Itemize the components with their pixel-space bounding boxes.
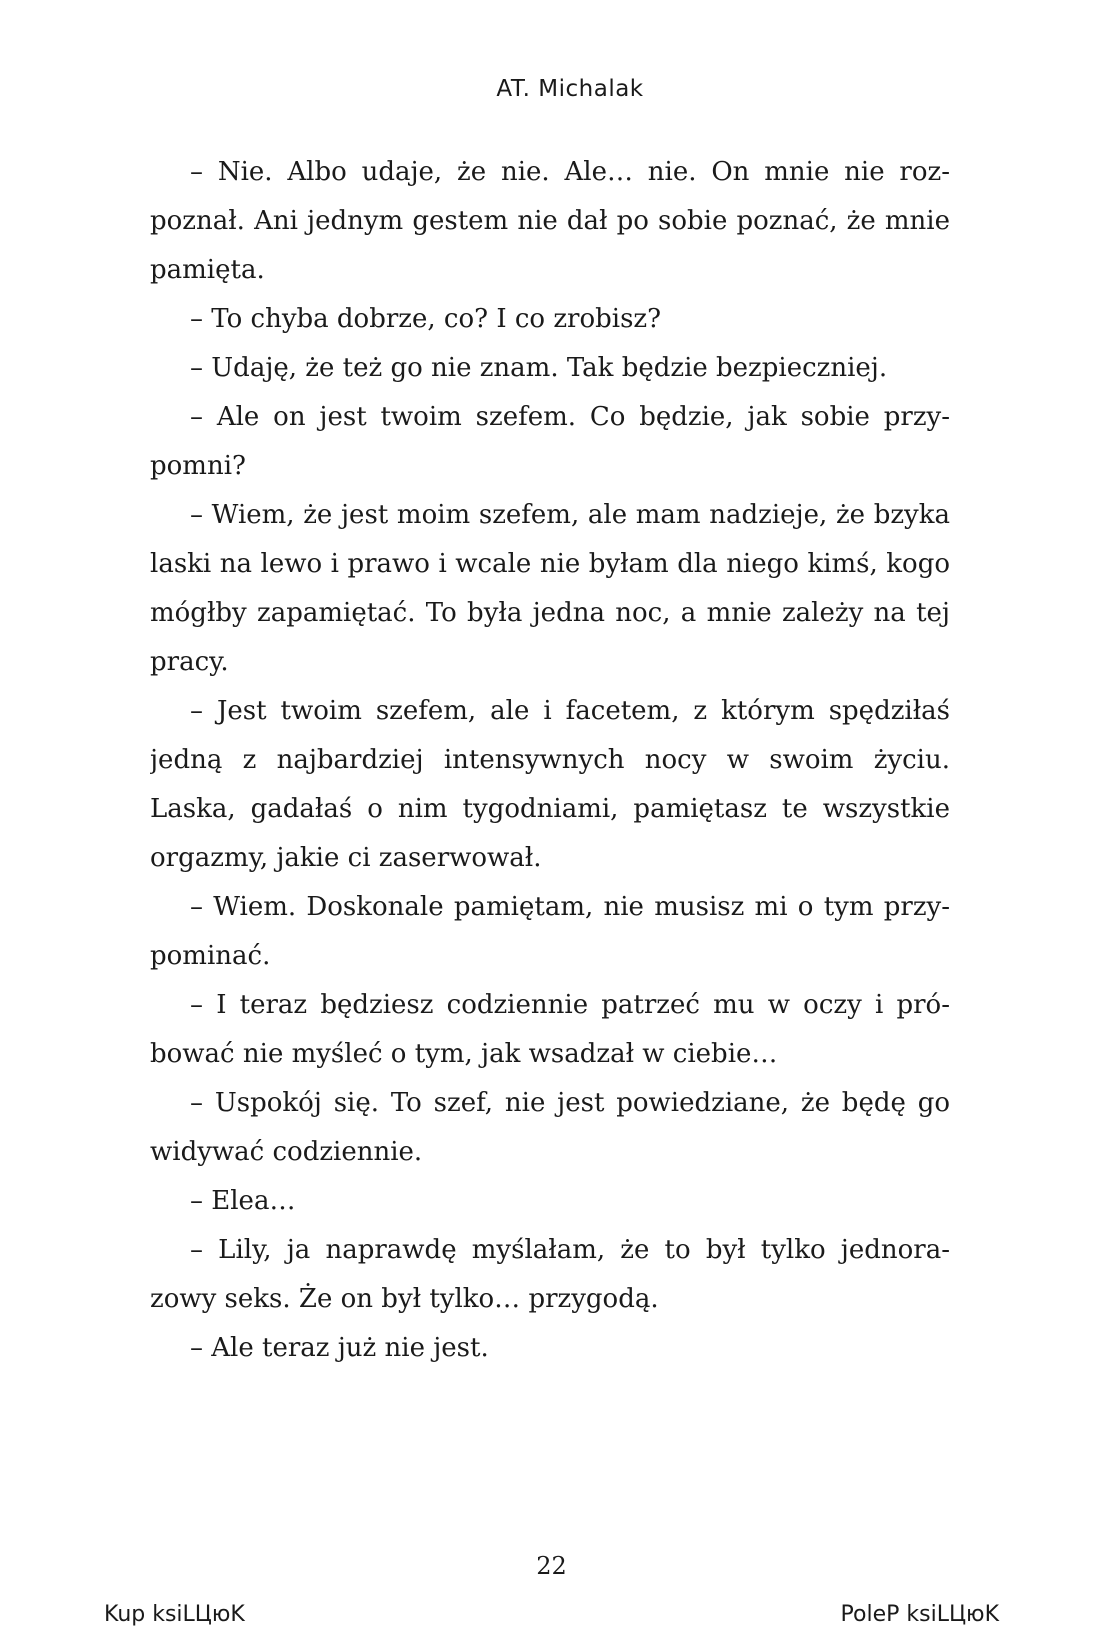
text-line: poznał. Ani jednym gestem nie dał po sobie poznać, że mnie [150,206,950,236]
text-line: – Wiem. Doskonale pamiętam, nie musisz mi o tym przy- [190,892,950,922]
text-line: orgazmy, jakie ci zaserwował. [150,843,542,873]
body-text [150,148,950,1373]
text-line: – Nie. Albo udaje, że nie. Ale… nie. On mnie nie roz- [190,157,950,187]
text-line: jedną z najbardziej intensywnych nocy w swoim życiu. [150,745,950,775]
text-line: zowy seks. Że on był tylko… przygodą. [150,1284,659,1314]
page-number: 22 [536,1552,567,1580]
text-line: – I teraz będziesz codziennie patrzeć mu w oczy i pró- [190,990,950,1020]
text-line: – Uspokój się. To szef, nie jest powiedziane, że będę go [190,1088,950,1118]
text-line: pomni? [150,451,246,481]
text-line: – To chyba dobrze, co? I co zrobisz? [190,304,662,334]
text-line: – Wiem, że jest moim szefem, ale mam nadzieje, że bzyka [190,500,950,530]
text-line: – Lily, ja naprawdę myślałam, że to był tylko jednora- [190,1235,950,1265]
text-line: Laska, gadałaś o nim tygodniami, pamiętasz te wszystkie [150,794,950,824]
text-line: widywać codziennie. [150,1137,423,1167]
text-line: laski na lewo i prawo i wcale nie byłam dla niego kimś, kogo [150,549,950,579]
running-header: AT. Michalak [496,76,644,102]
text-line: – Udaję, że też go nie znam. Tak będzie bezpieczniej. [190,353,888,383]
text-line: – Ale teraz już nie jest. [190,1333,489,1363]
text-line: bować nie myśleć o tym, jak wsadzał w ciebie… [150,1039,778,1069]
text-line: – Jest twoim szefem, ale i facetem, z którym spędziłaś [190,696,950,726]
text-line: pracy. [150,647,229,677]
buy-book-link[interactable]: Kup ksiLЦюK [104,1602,245,1627]
text-line: mógłby zapamiętać. To była jedna noc, a mnie zależy na tej [150,598,950,628]
text-line: – Elea… [190,1186,296,1216]
text-line: pamięta. [150,255,265,285]
recommend-book-link[interactable]: PoleP ksiLЦюK [840,1602,999,1627]
text-line: pominać. [150,941,271,971]
text-line: – Ale on jest twoim szefem. Co będzie, jak sobie przy- [190,402,950,432]
